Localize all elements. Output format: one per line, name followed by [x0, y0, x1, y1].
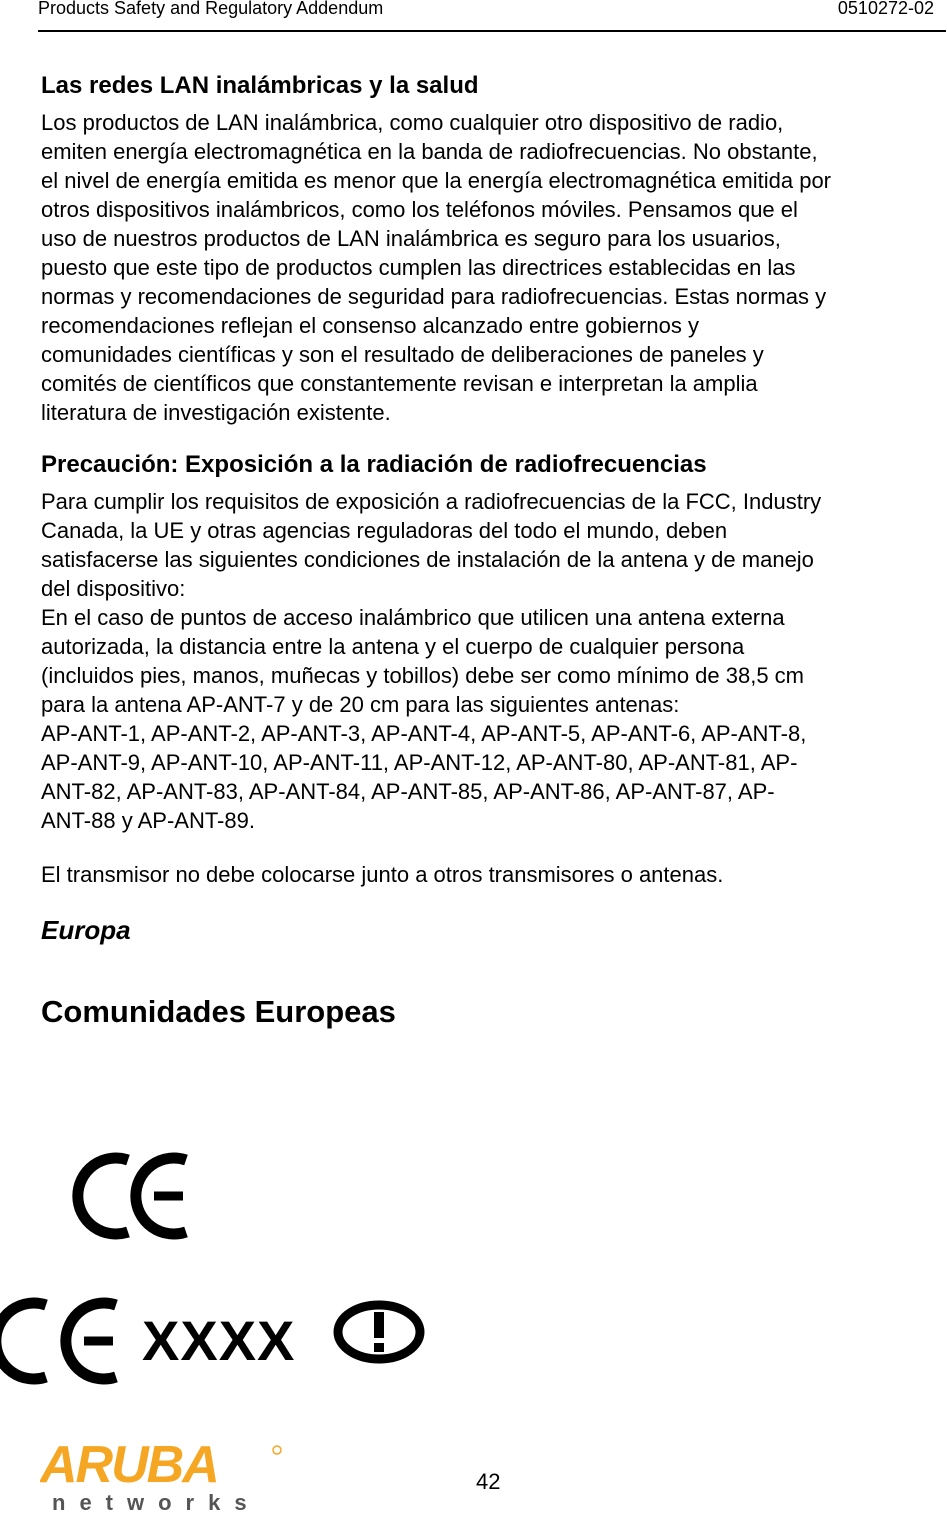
- body-line: para la antena AP-ANT-7 y de 20 cm para las siguientes antenas:: [41, 692, 680, 717]
- comunidades-heading: Comunidades Europeas: [41, 994, 396, 1029]
- body-line: AP-ANT-1, AP-ANT-2, AP-ANT-3, AP-ANT-4, AP-ANT-5, AP-ANT-6, AP-ANT-8,: [41, 721, 807, 746]
- body-line: normas y recomendaciones de seguridad para radiofrecuencias. Estas normas y: [41, 284, 827, 309]
- body-line: autorizada, la distancia entre la antena y el cuerpo de cualquier persona: [41, 634, 745, 659]
- body-line: En el caso de puntos de acceso inalámbrico que utilicen una antena externa: [41, 605, 785, 630]
- header-doc-number: 0510272-02: [837, 0, 934, 18]
- logo-subtext: networks: [52, 1490, 261, 1514]
- body-line: comunidades científicas y son el resultado de deliberaciones de paneles y: [41, 342, 764, 367]
- page-number: 42: [476, 1469, 501, 1494]
- body-line: ANT-88 y AP-ANT-89.: [41, 808, 255, 833]
- body-line: recomendaciones reflejan el consenso alcanzado entre gobiernos y: [41, 313, 699, 338]
- aruba-networks-logo: [40, 1442, 285, 1514]
- header-title: Products Safety and Regulatory Addendum: [38, 0, 384, 18]
- europa-heading: Europa: [41, 915, 131, 945]
- body-line: Canada, la UE y otras agencias reguladoras del todo el mundo, deben: [41, 518, 728, 543]
- body-line: emiten energía electromagnética en la banda de radiofrecuencias. No obstante,: [41, 139, 818, 164]
- ce-mark-icon: [70, 1150, 200, 1242]
- ce-mark-small-icon: [0, 1295, 125, 1387]
- body-line: el nivel de energía emitida es menor que la energía electromagnética emitida por: [41, 168, 832, 193]
- logo-text: ARUBA: [40, 1442, 218, 1494]
- body-line: otros dispositivos inalámbricos, como los teléfonos móviles. Pensamos que el: [41, 197, 798, 222]
- body-line: Los productos de LAN inalámbrica, como cualquier otro dispositivo de radio,: [41, 110, 784, 135]
- body-line: satisfacerse las siguientes condiciones de instalación de la antena y de manejo: [41, 547, 814, 572]
- page-header: [38, 0, 946, 32]
- section-wlan-title: Las redes LAN inalámbricas y la salud: [41, 72, 479, 99]
- notified-body-number: XXXX: [142, 1309, 296, 1372]
- body-line: uso de nuestros productos de LAN inalámbrica es seguro para los usuarios,: [41, 226, 781, 251]
- alert-circle-icon: [330, 1300, 430, 1364]
- body-line: puesto que este tipo de productos cumplen las directrices establecidas en las: [41, 255, 796, 280]
- section-rf-body: [41, 487, 821, 835]
- body-line: Para cumplir los requisitos de exposición a radiofrecuencias de la FCC, Industry: [41, 489, 822, 514]
- section-rf-title: Precaución: Exposición a la radiación de radiofrecuencias: [41, 451, 707, 478]
- section-wlan-body: [41, 108, 831, 427]
- body-line: ANT-82, AP-ANT-83, AP-ANT-84, AP-ANT-85, AP-ANT-86, AP-ANT-87, AP-: [41, 779, 775, 804]
- body-line: del dispositivo:: [41, 576, 186, 601]
- body-line: comités de científicos que constantemente revisan e interpretan la amplia: [41, 371, 758, 396]
- body-line: AP-ANT-9, AP-ANT-10, AP-ANT-11, AP-ANT-12, AP-ANT-80, AP-ANT-81, AP-: [41, 750, 798, 775]
- body-line: (incluidos pies, manos, muñecas y tobillos) debe ser como mínimo de 38,5 cm: [41, 663, 805, 688]
- body-line: literatura de investigación existente.: [41, 400, 391, 425]
- transmitter-note: El transmisor no debe colocarse junto a otros transmisores o antenas.: [41, 862, 724, 887]
